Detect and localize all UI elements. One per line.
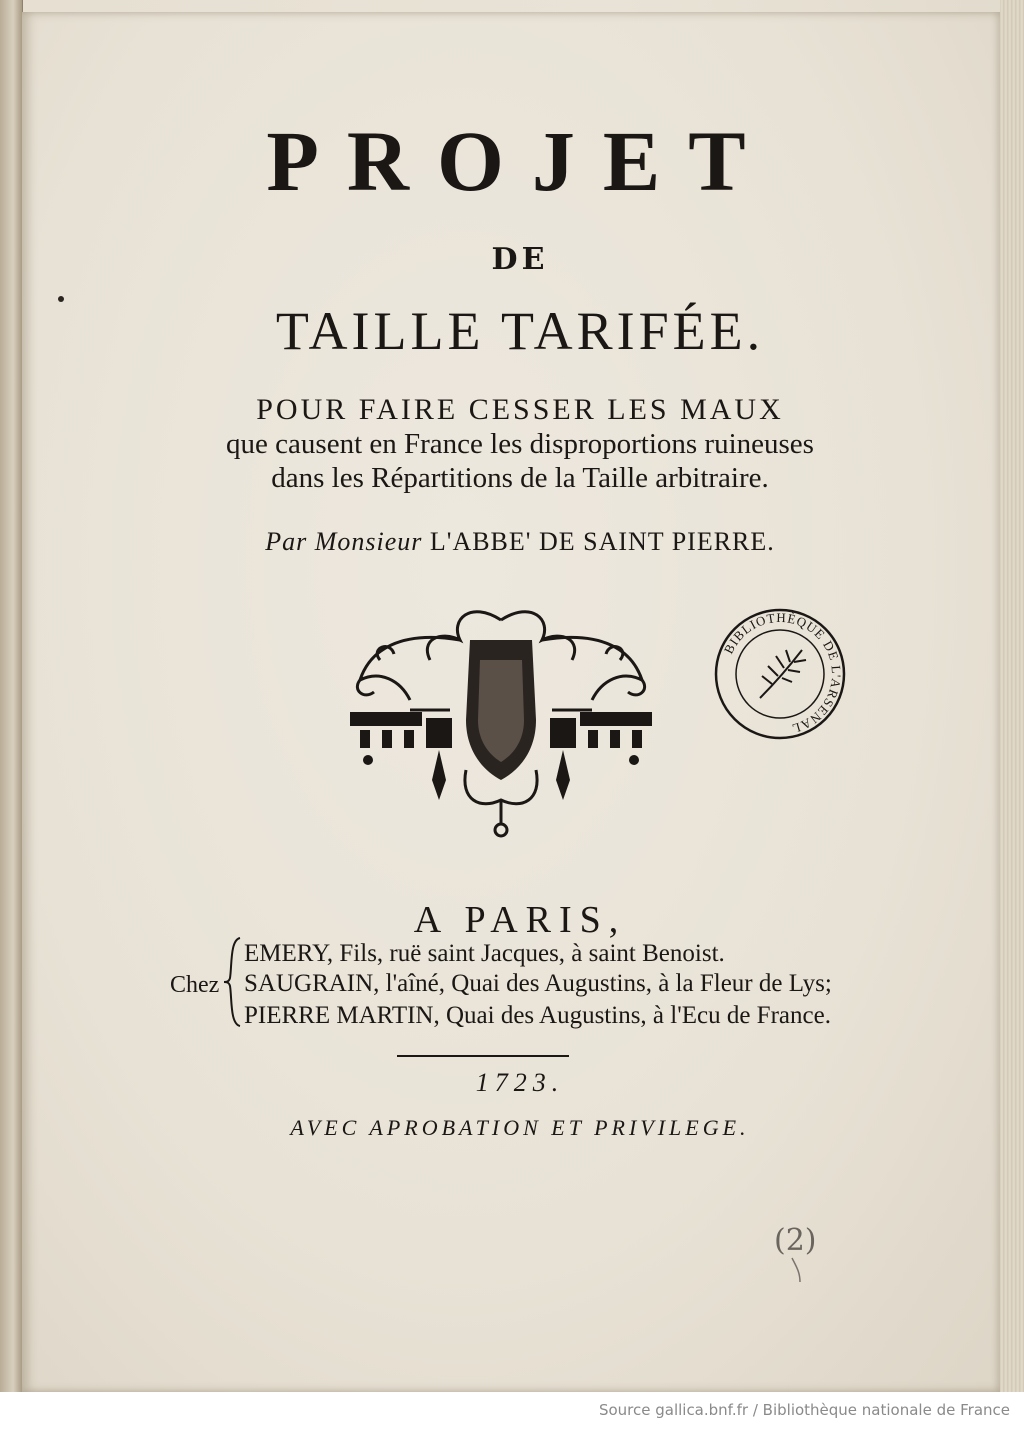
book-title: PROJET xyxy=(266,113,774,209)
subtitle-line: dans les Répartitions de la Taille arbitraire. xyxy=(271,462,769,494)
privilege-line: AVEC APROBATION ET PRIVILEGE. xyxy=(290,1115,750,1140)
author-line xyxy=(60,527,980,557)
subtitle-line: POUR FAIRE CESSER LES MAUX xyxy=(256,393,784,426)
page-stack-edge xyxy=(1000,0,1024,1392)
shelfmark-annotation xyxy=(770,1210,822,1284)
printers-ornament-icon xyxy=(340,600,662,840)
previous-leaf-edge xyxy=(0,0,23,1392)
imprint-year: 1723. xyxy=(475,1068,565,1097)
author-prefix: Par Monsieur xyxy=(265,527,423,556)
book-subject: TAILLE TARIFÉE. xyxy=(275,301,765,361)
author-name: L'ABBE' DE SAINT PIERRE. xyxy=(429,527,775,556)
publisher-line: PIERRE MARTIN, Quai des Augustins, à l'Ecu de France. xyxy=(244,1002,831,1029)
divider-rule xyxy=(397,1055,569,1057)
brace-icon xyxy=(222,936,244,1028)
imprint-chez: Chez xyxy=(170,972,220,998)
svg-text:(2): (2) xyxy=(774,1223,817,1258)
stamp-text: BIBLIOTHÈQUE DE L'ARSENAL xyxy=(720,609,845,737)
source-credit: Source gallica.bnf.fr / Bibliothèque nationale de France xyxy=(598,1401,1010,1419)
library-stamp-icon xyxy=(712,606,848,742)
subtitle-line: que causent en France les disproportions ruineuses xyxy=(226,428,814,460)
publisher-line: SAUGRAIN, l'aîné, Quai des Augustins, à la Fleur de Lys; xyxy=(244,970,832,997)
publisher-line: EMERY, Fils, ruë saint Jacques, à saint Benoist. xyxy=(244,940,725,967)
imprint-city: A PARIS, xyxy=(413,899,627,941)
title-connector: DE xyxy=(491,242,549,277)
footer-bar xyxy=(0,1392,1024,1429)
